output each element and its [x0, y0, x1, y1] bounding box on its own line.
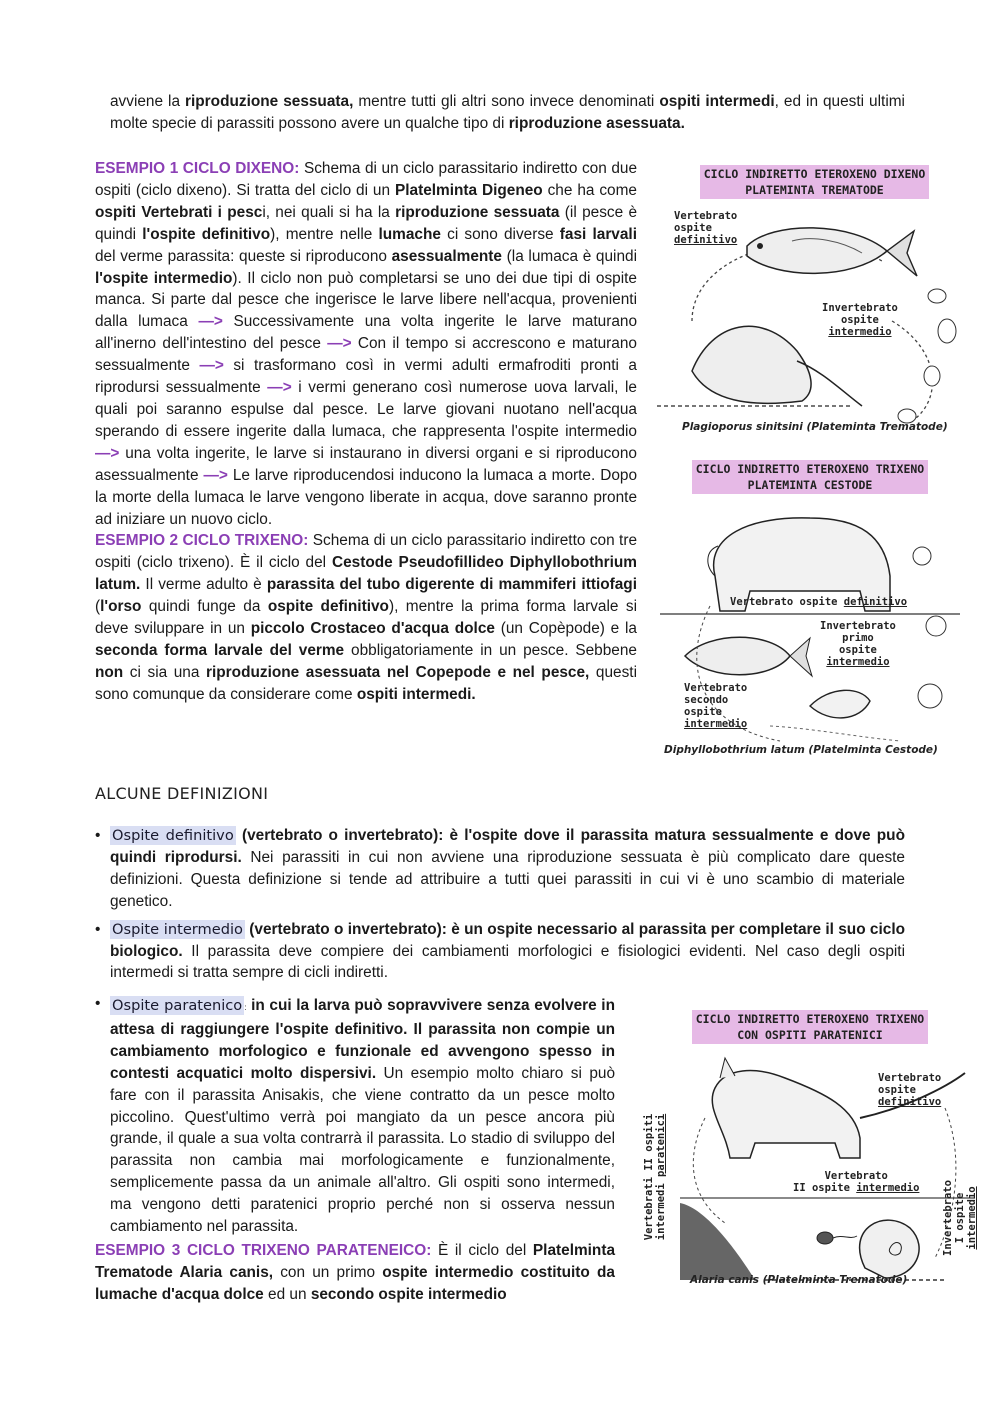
label-invertebrato-I-intermedio: Invertebrato I ospite intermedio	[942, 1180, 978, 1256]
arrow-icon: —>	[198, 313, 223, 331]
label-vertebrato-II-intermedio: Vertebrato II ospite intermedio	[793, 1170, 920, 1194]
figure-1-caption: Plagioporus sinitsini (Plateminta Trematode)	[682, 421, 948, 433]
example-3-heading: ESEMPIO 3 CICLO TRIXENO PARATENEICO:	[95, 1241, 432, 1259]
examples-column	[95, 158, 637, 706]
highlighted-term: Ospite paratenico	[112, 997, 243, 1014]
figure-paratenic-cycle	[643, 1010, 978, 1290]
arrow-icon: —>	[267, 379, 292, 397]
example-2-heading: ESEMPIO 2 CICLO TRIXENO:	[95, 532, 309, 550]
copepod-drawing	[770, 690, 900, 741]
arrow-icon: —>	[327, 335, 352, 353]
definition-ospite-paratenico: • Ospite paratenico : in cui la larva può sopravvivere senza evolvere in attesa di raggiungere l'ospite definitivo. Il parassita non compie un cambiamento morfologico e funzionale ed avvengono spesso in contesti acquatici molto dispersivi. Un esempio molto chiaro si può fare con il parassita Anisakis, che viene contratto da un pesce molto piccolino. Quest'ultimo verrà poi mangiato da un pesce ancora più grande, il quale a sua volta contrarrà il parassita. Lo stadio di sviluppo del parassita non cambia mai morfologicamente e funzionalmente, semplicemente passa da un animale all'altro. Gli ospiti sono intermedi, ma vengono detti paratenici proprio perché non si osserva nessun cambiamento nel parassita.	[95, 995, 616, 1236]
figure-dixeno-cycle	[652, 165, 977, 440]
arrow-icon: —>	[199, 357, 224, 375]
fish-drawing	[747, 228, 917, 276]
figure-2-caption: Diphyllobothrium latum (Platelminta Cestode)	[664, 744, 938, 756]
label-invertebrato-intermedio: Invertebrato ospite intermedio	[822, 302, 898, 338]
label-vertebrato-ospite-definitivo: Vertebrato ospite definitivo	[730, 596, 908, 608]
label-vertebrati-paratenici: Vertebrati II ospiti intermedi paratenici	[643, 1113, 667, 1241]
figure-trixeno-cestode-cycle	[660, 460, 960, 760]
snail-drawing-2	[765, 1220, 945, 1280]
section-title: ALCUNE DEFINIZIONI	[95, 784, 269, 803]
paratenic-column	[95, 995, 615, 1306]
highlighted-term: Ospite definitivo	[112, 827, 234, 844]
arrow-icon: —>	[203, 466, 228, 484]
intro-paragraph: avviene la riproduzione sessuata, mentre tutti gli altri sono invece denominati ospiti intermedi, ed in questi ultimi molte specie di parassiti possono avere un qualche tipo di riproduzione asessuata.	[110, 93, 905, 132]
bullet-icon: •	[95, 827, 101, 844]
bullet-icon: •	[95, 995, 101, 1012]
arrow-icon: —>	[95, 444, 120, 462]
definition-ospite-definitivo: • Ospite definitivo (vertebrato o invertebrato): è l'ospite dove il parassita matura sessualmente e dove può quindi riprodursi. Nei parassiti in cui non avviene una riproduzione sessuata è più complicato dare queste definizioni. Questa definizione si tende ad attribuire a tutti quei parassiti in cui vi è uno scambio di materiale genetico.	[95, 827, 905, 910]
label-vertebrato-secondo-intermedio: Vertebrato secondo ospite intermedio	[684, 682, 748, 730]
eggs-drawing-2	[913, 547, 946, 708]
example-2-paragraph: ESEMPIO 2 CICLO TRIXENO: Schema di un ciclo parassitario indiretto con tre ospiti (ciclo trixeno). È il ciclo del Cestode Pseudofillideo Diphyllobothrium latum. Il verme adulto è parassita del tubo digerente di mammiferi ittiofagi (l'orso quindi funge da ospite definitivo), mentre la prima forma larvale si deve sviluppare in un piccolo Crostaceo d'acqua dolce (un Copèpode) e la seconda forma larvale del verme obbligatoriamente in un pesce. Sebbene non ci sia una riproduzione asessuata nel Copepode e nel pesce, questi sono comunque da considerare come ospiti intermedi.	[95, 532, 637, 703]
figure-3-title: CICLO INDIRETTO ETEROXENO TRIXENO CON OSPITI PARATENICI	[692, 1010, 928, 1044]
example-1-paragraph: ESEMPIO 1 CICLO DIXENO: Schema di un ciclo parassitario indiretto con due ospiti (ciclo dixeno). Si tratta del ciclo di un Platelminta Digeneo che ha come ospiti Vertebrati i pesci, nei quali si ha la riproduzione sessuata (il pesce è quindi l'ospite definitivo), mentre nelle lumache ci sono diverse fasi larvali del verme parassita: queste si riproducono asessualmente (la lumaca è quindi l'ospite intermedio). Il ciclo non può completarsi se uno dei due tipi di ospite manca. Si parte dal pesce che ingerisce le larve libere nell'acqua, provenienti dalla lumaca —> Successivamente una volta ingerite le larve maturano all'inerno dell'intestino del pesce —> Con il tempo si accrescono e maturano sessualmente —> si trasformano così in vermi adulti ermafroditi pronti a riprodursi sessualmente —> i vermi generano così numerose uova larvali, le quali poi saranno espulse dal pesce. Le larve giovani nuotano nell'acqua sperando di essere ingerite dalla lumaca, che rappresenta l'ospite intermedio —> una volta ingerite, le larve si instaurano in diversi organi e si riproducono asessualmente —> Le larve riproducendosi inducono la lumaca a morte. Dopo la morte della lumaca le larve vengono liberate in acqua, dove saranno pronte ad iniziare un nuovo ciclo.	[95, 160, 638, 528]
tadpole-drawing	[817, 1232, 857, 1244]
definition-ospite-intermedio: • Ospite intermedio (vertebrato o invertebrato): è un ospite necessario al parassita per completare il suo ciclo biologico. Il parassita deve compiere dei cambiamenti morfologici e fisiologici evidenti. Nel caso degli ospiti intermedi si tratta sempre di cicli indiretti.	[95, 920, 905, 982]
fish-drawing-2	[685, 637, 812, 676]
bullet-icon: •	[95, 920, 101, 938]
eggs-drawing	[898, 289, 956, 423]
definitions-list	[95, 825, 905, 990]
label-vertebrato-ospite-definitivo-3: Vertebrato ospite definitivo	[878, 1072, 942, 1108]
label-invertebrato-primo-intermedio: Invertebrato primo ospite intermedio	[820, 620, 896, 668]
highlighted-term: Ospite intermedio	[112, 920, 243, 938]
figure-2-title: CICLO INDIRETTO ETEROXENO TRIXENO PLATEMINTA CESTODE	[692, 460, 928, 494]
example-3-paragraph: ESEMPIO 3 CICLO TRIXENO PARATENEICO: È il ciclo del Platelminta Trematode Alaria canis, con un primo ospite intermedio costituito da lumache d'acqua dolce ed un secondo ospite intermedio	[95, 1241, 616, 1303]
figure-3-caption: Alaria canis (Platelminta Trematode)	[690, 1274, 908, 1286]
example-1-heading: ESEMPIO 1 CICLO DIXENO:	[95, 160, 300, 177]
snail-drawing	[657, 326, 862, 406]
figure-1-title: CICLO INDIRETTO ETEROXENO DIXENO PLATEMINTA TREMATODE	[700, 165, 930, 199]
label-vertebrato-definitivo: Vertebrato ospite definitivo	[674, 210, 738, 246]
